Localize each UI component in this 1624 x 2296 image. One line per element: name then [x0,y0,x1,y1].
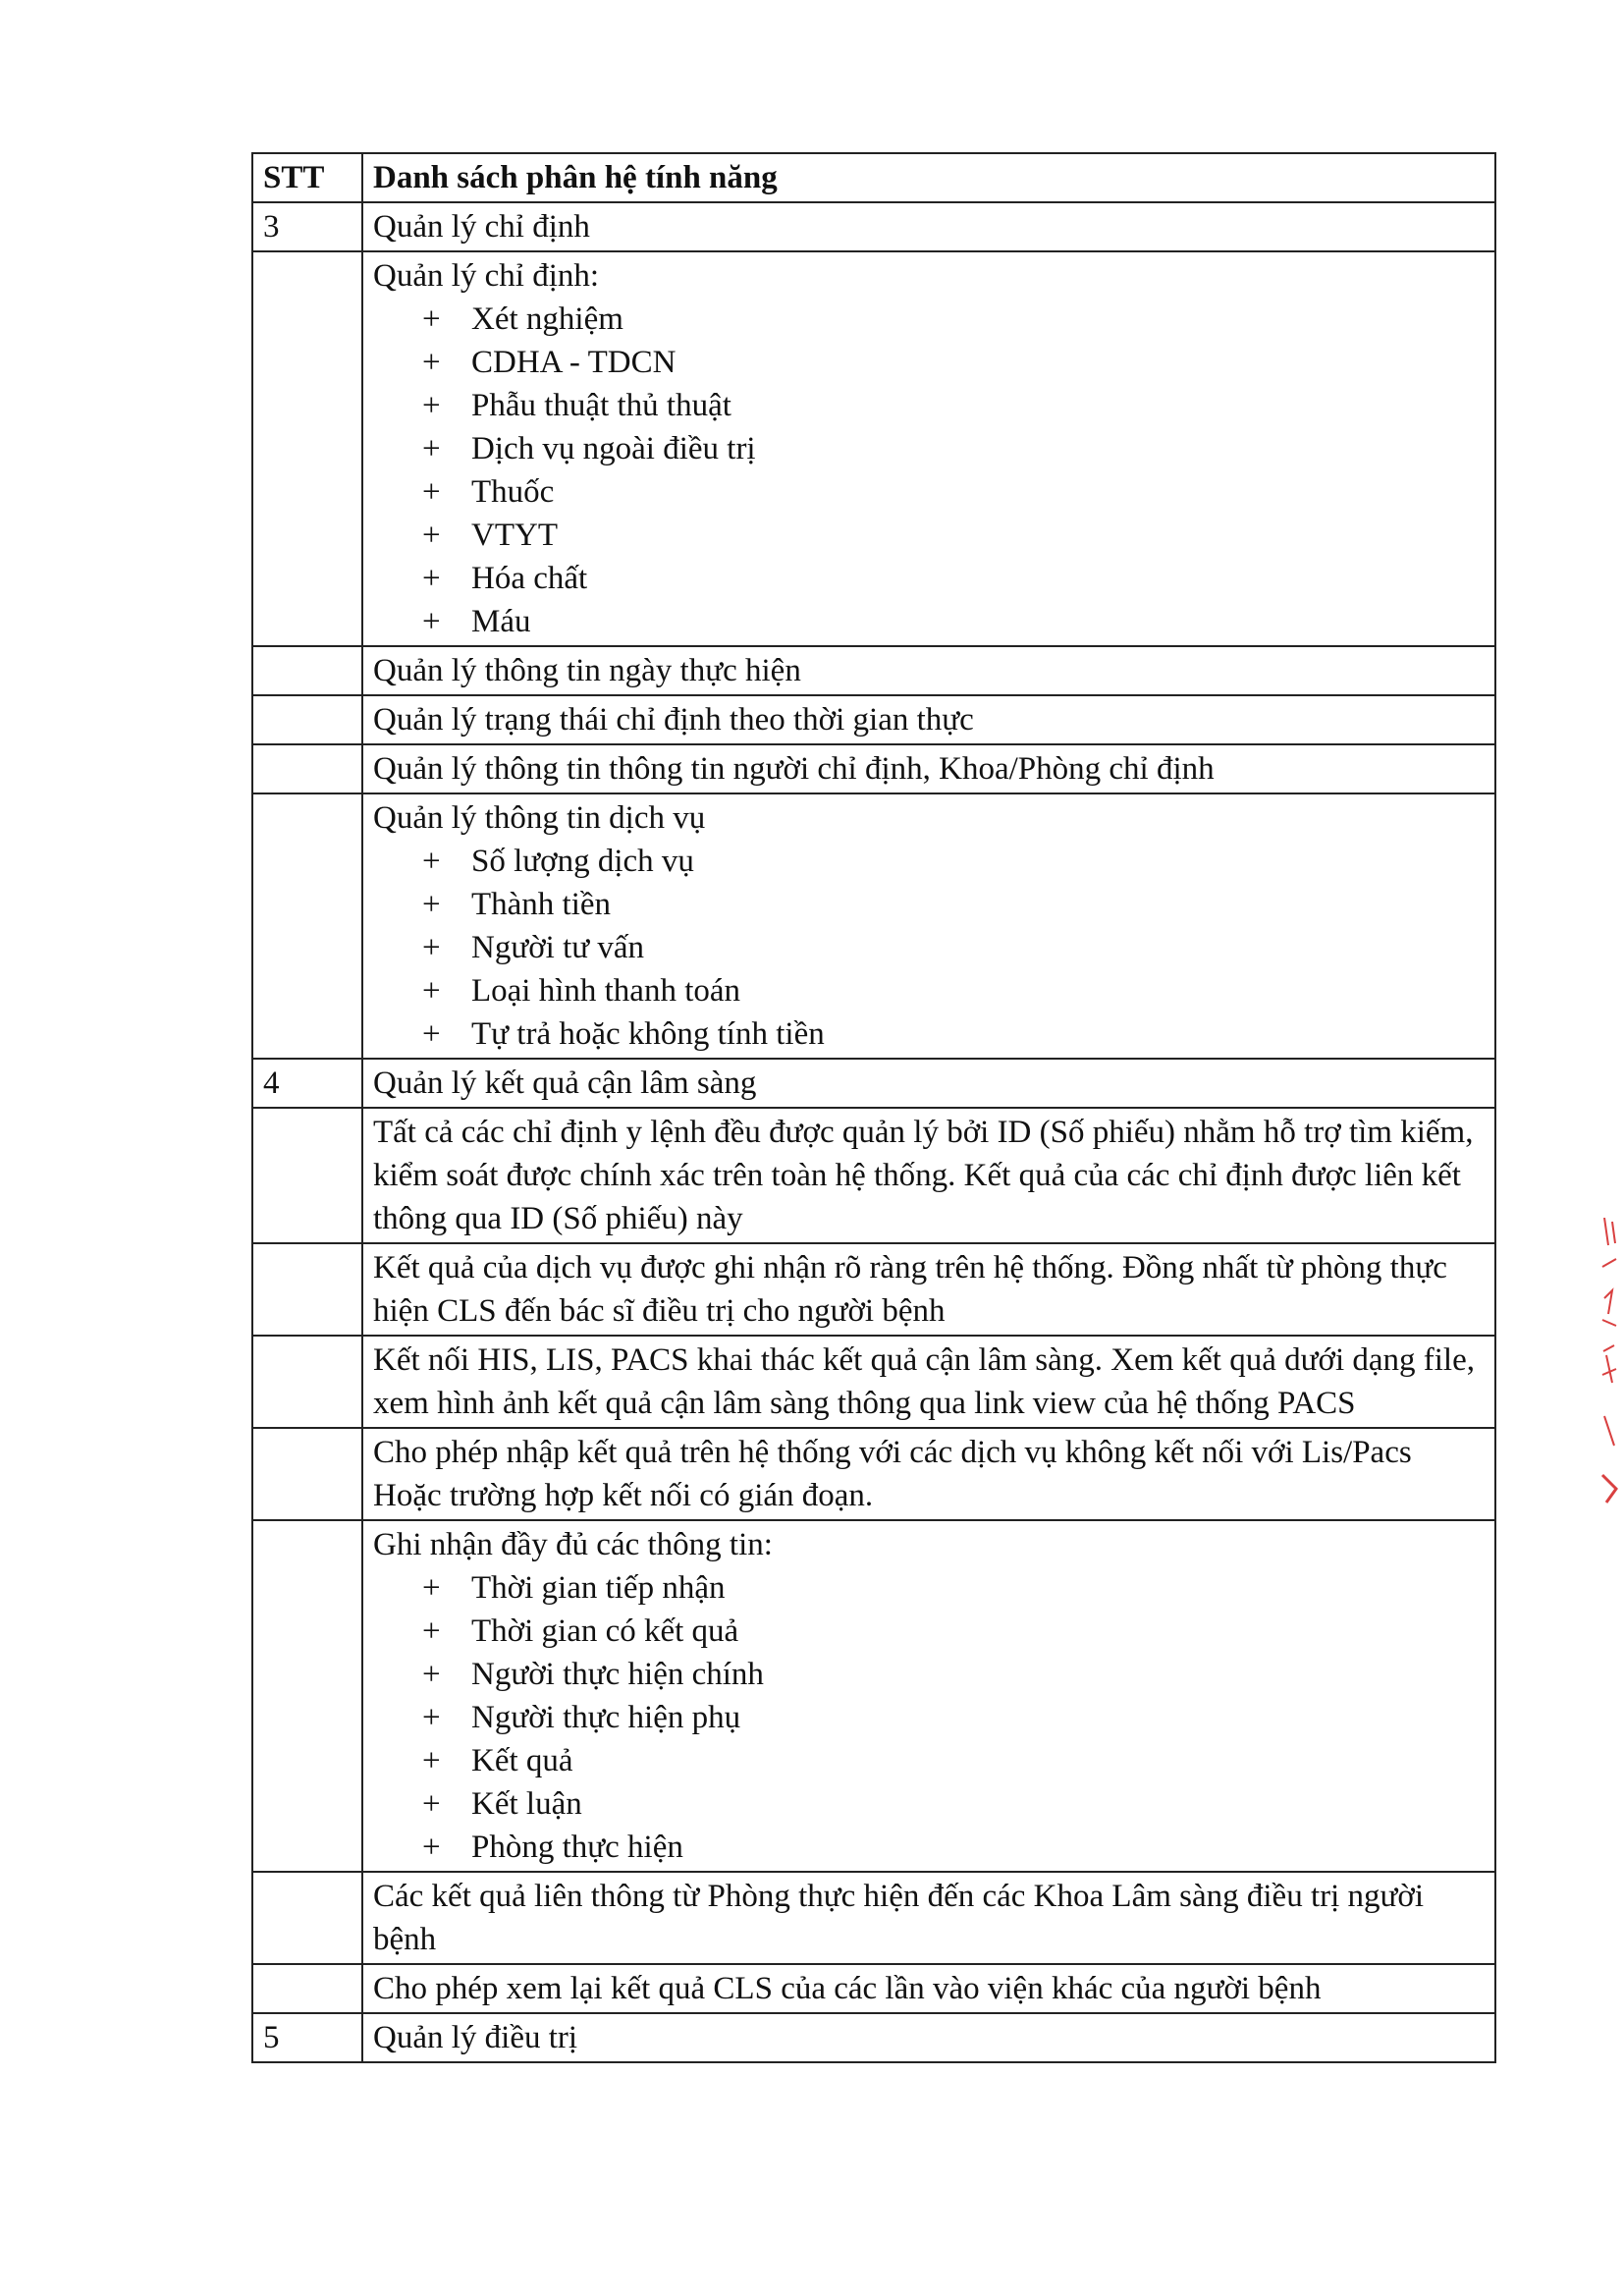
table-row [252,1428,1495,1520]
table-row [252,1520,1495,1872]
list-item: + Máu [422,600,1487,643]
list-item: + Người thực hiện phụ [422,1696,1487,1739]
order-types-cell [362,251,1495,646]
header-feature-list: Danh sách phân hệ tính năng [362,153,1495,202]
table-row [252,1336,1495,1428]
table-row [252,1108,1495,1243]
empty-stt-cell [252,695,362,744]
table-row [252,646,1495,695]
section-title: Quản lý kết quả cận lâm sàng [362,1059,1495,1108]
table-row [252,251,1495,646]
list-item: + Hóa chất [422,557,1487,600]
service-info-cell [362,793,1495,1059]
list-item: + Xét nghiệm [422,298,1487,341]
table-row [252,793,1495,1059]
empty-stt-cell [252,744,362,793]
table-row [252,1243,1495,1336]
feature-cell: Kết quả của dịch vụ được ghi nhận rõ ràng trên hệ thống. Đồng nhất từ phòng thực hiện CLS đến bác sĩ điều trị cho người bệnh [362,1243,1495,1336]
feature-text: Cho phép nhập kết quả trên hệ thống với các dịch vụ không kết nối với Lis/Pacs [373,1435,1412,1470]
table-row [252,1872,1495,1964]
list-item: + Thành tiền [422,883,1487,926]
feature-text: Hoặc trường hợp kết nối có gián đoạn. [373,1478,874,1513]
list-item: + Người tư vấn [422,926,1487,969]
section-number: 4 [252,1059,362,1108]
section-row-5 [252,2013,1495,2062]
list-title: Quản lý thông tin dịch vụ [373,800,706,836]
feature-cell: Quản lý trạng thái chỉ định theo thời gian thực [362,695,1495,744]
list-item: + Số lượng dịch vụ [422,840,1487,883]
list-item: + Thời gian có kết quả [422,1610,1487,1653]
table-row [252,695,1495,744]
feature-cell: Kết nối HIS, LIS, PACS khai thác kết quả cận lâm sàng. Xem kết quả dưới dạng file, xem hình ảnh kết quả cận lâm sàng thông qua link view của hệ thống PACS [362,1336,1495,1428]
table-header-row [252,153,1495,202]
empty-stt-cell [252,1108,362,1243]
empty-stt-cell [252,1872,362,1964]
list-item: + Kết quả [422,1739,1487,1782]
list-item: + Người thực hiện chính [422,1653,1487,1696]
empty-stt-cell [252,646,362,695]
feature-cell: Các kết quả liên thông từ Phòng thực hiện đến các Khoa Lâm sàng điều trị người bệnh [362,1872,1495,1964]
list-item: + Thời gian tiếp nhận [422,1566,1487,1610]
empty-stt-cell [252,251,362,646]
table-row [252,1964,1495,2013]
section-number: 5 [252,2013,362,2062]
feature-cell: Tất cả các chỉ định y lệnh đều được quản lý bởi ID (Số phiếu) nhằm hỗ trợ tìm kiếm, kiểm soát được chính xác trên toàn hệ thống. Kết quả của các chỉ định được liên kết thông qua ID (Số phiếu) này [362,1108,1495,1243]
feature-cell: Cho phép xem lại kết quả CLS của các lần vào viện khác của người bệnh [362,1964,1495,2013]
empty-stt-cell [252,1964,362,2013]
section-number: 3 [252,202,362,251]
list-item: + Thuốc [422,470,1487,514]
empty-stt-cell [252,1520,362,1872]
empty-stt-cell [252,1336,362,1428]
empty-stt-cell [252,1243,362,1336]
list-title: Ghi nhận đầy đủ các thông tin: [373,1527,773,1562]
table-row [252,744,1495,793]
section-row-4 [252,1059,1495,1108]
margin-stamp-mark [1598,1218,1620,1512]
list-item: + VTYT [422,514,1487,557]
list-item: + CDHA - TDCN [422,341,1487,384]
feature-cell: Quản lý thông tin thông tin người chỉ định, Khoa/Phòng chỉ định [362,744,1495,793]
section-title: Quản lý điều trị [362,2013,1495,2062]
record-info-cell [362,1520,1495,1872]
manual-entry-cell [362,1428,1495,1520]
list-item: + Tự trả hoặc không tính tiền [422,1012,1487,1056]
order-types-list [373,298,1487,643]
list-item: + Phòng thực hiện [422,1826,1487,1869]
header-stt: STT [252,153,362,202]
section-title: Quản lý chỉ định [362,202,1495,251]
empty-stt-cell [252,793,362,1059]
list-item: + Loại hình thanh toán [422,969,1487,1012]
list-item: + Phẫu thuật thủ thuật [422,384,1487,427]
list-item: + Dịch vụ ngoài điều trị [422,427,1487,470]
empty-stt-cell [252,1428,362,1520]
service-info-list [373,840,1487,1056]
feature-table [251,152,1496,2063]
list-title: Quản lý chỉ định: [373,258,600,294]
list-item: + Kết luận [422,1782,1487,1826]
section-row-3 [252,202,1495,251]
record-info-list [373,1566,1487,1869]
feature-cell: Quản lý thông tin ngày thực hiện [362,646,1495,695]
